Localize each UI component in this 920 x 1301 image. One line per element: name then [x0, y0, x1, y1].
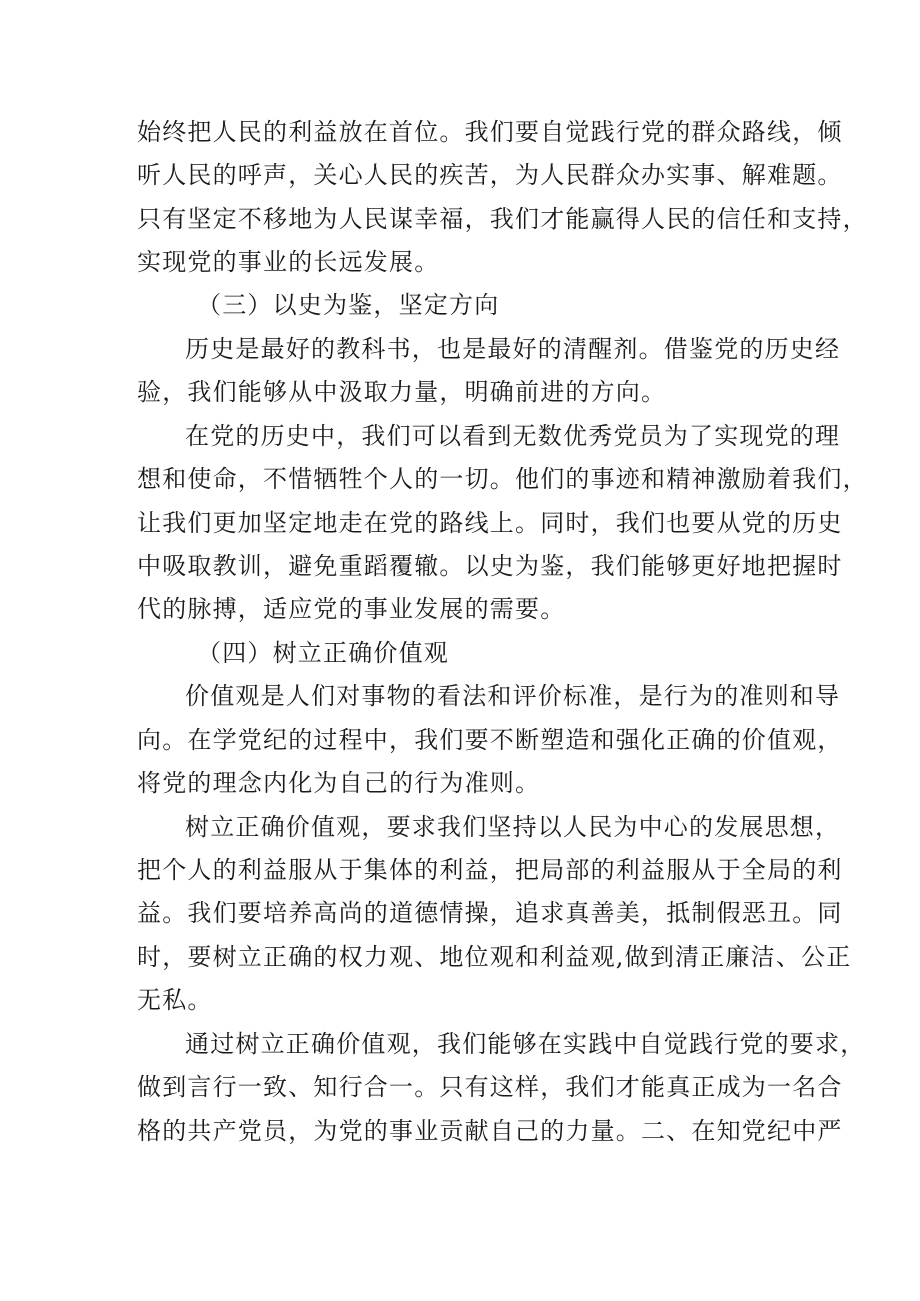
- text-line: 价值观是人们对事物的看法和评价标准，是行为的准则和导: [185, 682, 841, 710]
- text-line: 将党的理念内化为自己的行为准则。: [137, 769, 541, 797]
- text-line: 验，我们能够从中汲取力量，明确前进的方向。: [137, 378, 667, 406]
- text-line: 把个人的利益服从于集体的利益，把局部的利益服从于全局的利: [137, 856, 843, 884]
- text-line: 历史是最好的教科书，也是最好的清醒剂。借鉴党的历史经: [185, 335, 841, 363]
- section-heading-4: （四）树立正确价值观: [197, 639, 449, 667]
- text-line: 时，要树立正确的权力观、地位观和利益观,做到清正廉洁、公正: [137, 943, 852, 971]
- text-line: 只有坚定不移地为人民谋幸福，我们才能赢得人民的信任和支持，: [137, 205, 868, 233]
- text-line: 树立正确价值观，要求我们坚持以人民为中心的发展思想，: [185, 813, 841, 841]
- text-line: 代的脉搏，适应党的事业发展的需要。: [137, 595, 566, 623]
- text-line: 听人民的呼声，关心人民的疾苦，为人民群众办实事、解难题。: [137, 161, 843, 189]
- text-line: 中吸取教训，避免重蹈覆辙。以史为鉴，我们能够更好地把握时: [137, 552, 843, 580]
- text-line: 做到言行一致、知行合一。只有这样，我们才能真正成为一名合: [137, 1073, 843, 1101]
- text-line: 想和使命，不惜牺牲个人的一切。他们的事迹和精神激励着我们，: [137, 465, 868, 493]
- text-line: 益。我们要培养高尚的道德情操，追求真善美，抵制假恶丑。同: [137, 899, 843, 927]
- text-line: 始终把人民的利益放在首位。我们要自觉践行党的群众路线，倾: [137, 118, 843, 146]
- text-line: 向。在学党纪的过程中，我们要不断塑造和强化正确的价值观，: [137, 726, 843, 754]
- text-line: 在党的历史中，我们可以看到无数优秀党员为了实现党的理: [185, 422, 841, 450]
- text-line: 格的共产党员，为党的事业贡献自己的力量。二、在知党纪中严: [137, 1117, 843, 1145]
- section-heading-3: （三）以史为鉴，坚定方向: [197, 291, 500, 319]
- text-line: 实现党的事业的长远发展。: [137, 248, 440, 276]
- text-line: 无私。: [137, 986, 213, 1014]
- text-line: 让我们更加坚定地走在党的路线上。同时，我们也要从党的历史: [137, 509, 843, 537]
- text-line: 通过树立正确价值观，我们能够在实践中自觉践行党的要求，: [185, 1030, 866, 1058]
